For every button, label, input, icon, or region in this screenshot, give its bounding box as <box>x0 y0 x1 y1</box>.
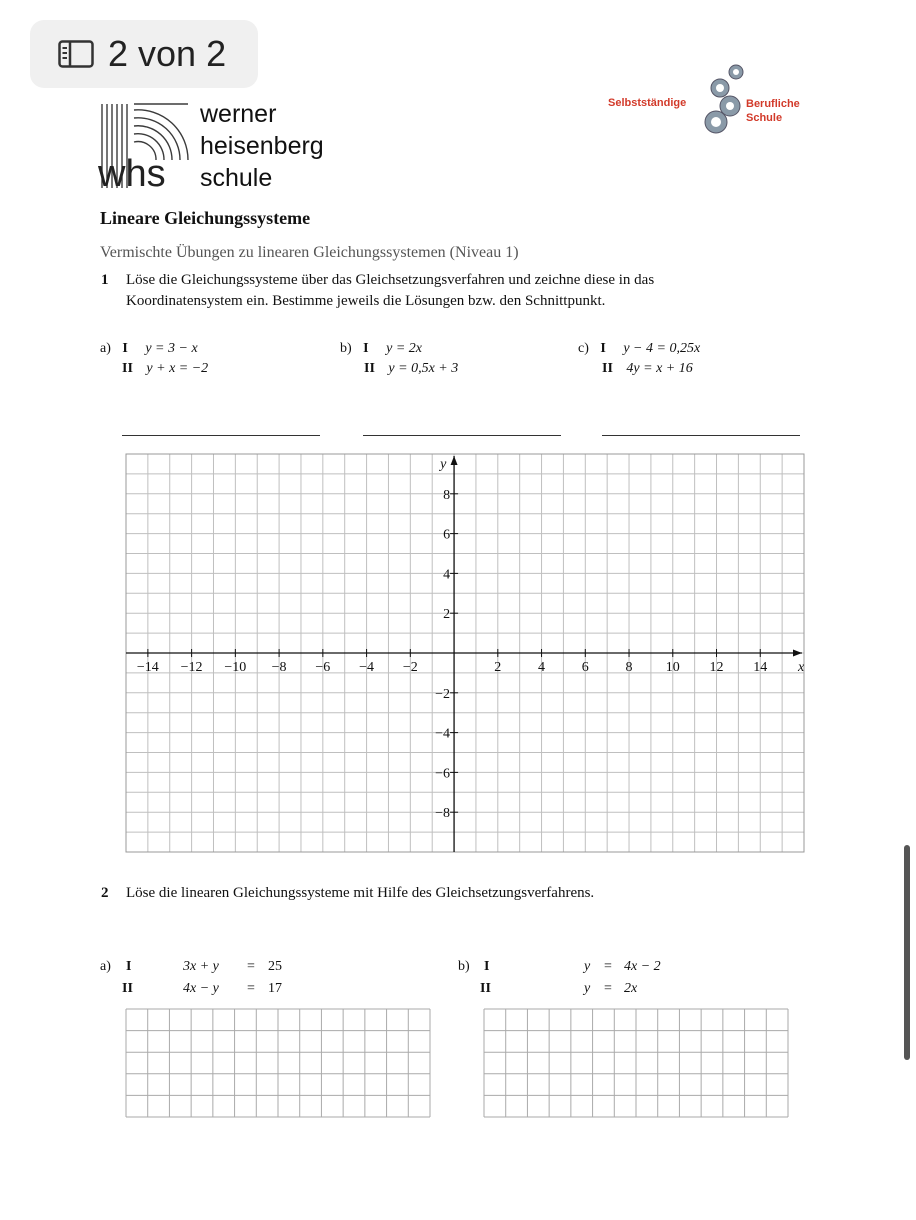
system-1a <box>100 339 198 359</box>
school-name <box>200 98 324 194</box>
system-2a-eq-2-equals: = <box>247 981 255 996</box>
y-tick-label: 8 <box>443 487 451 503</box>
system-2a-eq-2-rhs: 17 <box>268 981 282 996</box>
sbs-logo-left-text: Selbstständige <box>608 97 687 109</box>
system-1b-row-2 <box>364 359 458 379</box>
system-2b-eq-1-rhs: 4x − 2 <box>624 959 661 974</box>
working-grid-2a <box>125 1008 431 1118</box>
page-indicator-text: 2 von 2 <box>108 33 227 74</box>
task-2-number: 2 <box>101 885 109 901</box>
scrollbar-thumb[interactable] <box>904 845 910 1060</box>
system-1c <box>578 339 700 359</box>
system-2b-roman-2: II <box>480 981 491 996</box>
system-2b-eq-2-lhs: y <box>584 981 591 996</box>
system-1b-label: b) <box>340 341 352 356</box>
system-1a-row-2 <box>122 359 208 379</box>
x-tick-label: −6 <box>315 660 331 675</box>
system-1b-roman-2: II <box>364 361 375 376</box>
system-1c-roman-2: II <box>602 361 613 376</box>
x-tick-label: 4 <box>538 660 546 675</box>
logo-letters: whs <box>98 153 166 188</box>
x-tick-label: 8 <box>625 660 633 675</box>
y-tick-label: 6 <box>443 527 451 543</box>
y-tick-label: −2 <box>435 686 451 702</box>
x-tick-label: −12 <box>180 660 203 675</box>
x-tick-label: 10 <box>665 660 680 675</box>
y-tick-label: 4 <box>443 567 451 583</box>
system-2b-roman-1: I <box>484 959 490 974</box>
school-name-line-2: heisenberg <box>200 132 324 160</box>
answer-line-b <box>363 435 561 436</box>
system-1a-roman-2: II <box>122 361 133 376</box>
system-1c-label: c) <box>578 341 589 356</box>
x-tick-label: 6 <box>581 660 589 675</box>
sbs-logo-right-line-1: Berufliche <box>746 98 800 110</box>
system-1a-eq-1: y = 3 − x <box>145 341 198 356</box>
system-1c-row-2 <box>602 359 693 379</box>
task-1-instruction <box>126 270 826 312</box>
task-1-number: 1 <box>101 272 109 288</box>
x-tick-label: 2 <box>494 660 502 675</box>
system-2b-eq-2-equals: = <box>604 981 612 996</box>
y-axis-arrow <box>451 456 458 465</box>
system-2a-roman-1: I <box>126 959 132 974</box>
y-tick-label: −6 <box>435 766 451 782</box>
task-2-instruction: Löse die linearen Gleichungssysteme mit Hilfe des Gleichsetzungsverfahrens. <box>126 885 595 901</box>
system-2b-label: b) <box>458 959 470 974</box>
working-grid-2b <box>483 1008 789 1118</box>
y-tick-label: −4 <box>435 726 451 742</box>
system-2a-label: a) <box>100 959 111 974</box>
scrollbar[interactable] <box>904 0 912 1220</box>
system-2b-eq-2-rhs: 2x <box>624 981 638 996</box>
y-tick-label: 2 <box>443 607 451 623</box>
worksheet-subtitle: Vermischte Übungen zu linearen Gleichungssystemen (Niveau 1) <box>100 244 519 261</box>
system-2a-eq-1-lhs: 3x + y <box>183 959 219 974</box>
y-tick-label: −8 <box>435 806 451 822</box>
sbs-logo-right-line-2: Schule <box>746 112 783 124</box>
y-axis-label: y <box>440 457 447 472</box>
answer-line-a <box>122 435 320 436</box>
system-1b-eq-2: y = 0,5x + 3 <box>388 361 459 376</box>
x-tick-label: 12 <box>709 660 724 675</box>
x-axis-label: x <box>798 660 805 675</box>
system-2b-eq-1-equals: = <box>604 959 612 974</box>
system-1c-roman-1: I <box>600 341 606 356</box>
system-1c-eq-2: 4y = x + 16 <box>626 361 693 376</box>
answer-line-c <box>602 435 800 436</box>
system-2b-eq-1-lhs: y <box>584 959 591 974</box>
system-2a-eq-1-rhs: 25 <box>268 959 282 974</box>
gears-logo-icon <box>700 62 752 140</box>
system-1b-roman-1: I <box>363 341 369 356</box>
page-indicator-badge[interactable] <box>30 20 258 88</box>
x-axis-arrow <box>793 650 802 657</box>
task-1-line-2: Koordinatensystem ein. Bestimme jeweils die Lösungen bzw. den Schnittpunkt. <box>126 293 606 309</box>
system-1c-eq-1: y − 4 = 0,25x <box>623 341 701 356</box>
system-2a-eq-1-equals: = <box>247 959 255 974</box>
task-1-line-1: Löse die Gleichungssysteme über das Gleichsetzungsverfahren und zeichne diese in das <box>126 272 655 288</box>
worksheet-title: Lineare Gleichungssysteme <box>100 208 311 228</box>
system-1b-eq-1: y = 2x <box>386 341 422 356</box>
school-name-line-1: werner <box>200 100 277 128</box>
x-tick-label: −14 <box>136 660 159 675</box>
school-logo-icon <box>98 100 190 188</box>
system-1b <box>340 339 422 359</box>
system-1a-label: a) <box>100 341 111 356</box>
system-2a-roman-2: II <box>122 981 133 996</box>
x-tick-label: −4 <box>359 660 375 675</box>
system-1a-roman-1: I <box>122 341 128 356</box>
x-tick-label: −10 <box>224 660 247 675</box>
school-name-line-3: schule <box>200 164 273 192</box>
x-tick-label: −8 <box>271 660 287 675</box>
system-2a-eq-2-lhs: 4x − y <box>183 981 219 996</box>
x-tick-label: 14 <box>753 660 768 675</box>
sbs-logo-right-text <box>746 97 800 125</box>
page-thumbnail-icon <box>58 40 94 68</box>
coordinate-system-chart <box>120 448 810 858</box>
x-tick-label: −2 <box>402 660 418 675</box>
system-1a-eq-2: y + x = −2 <box>146 361 209 376</box>
